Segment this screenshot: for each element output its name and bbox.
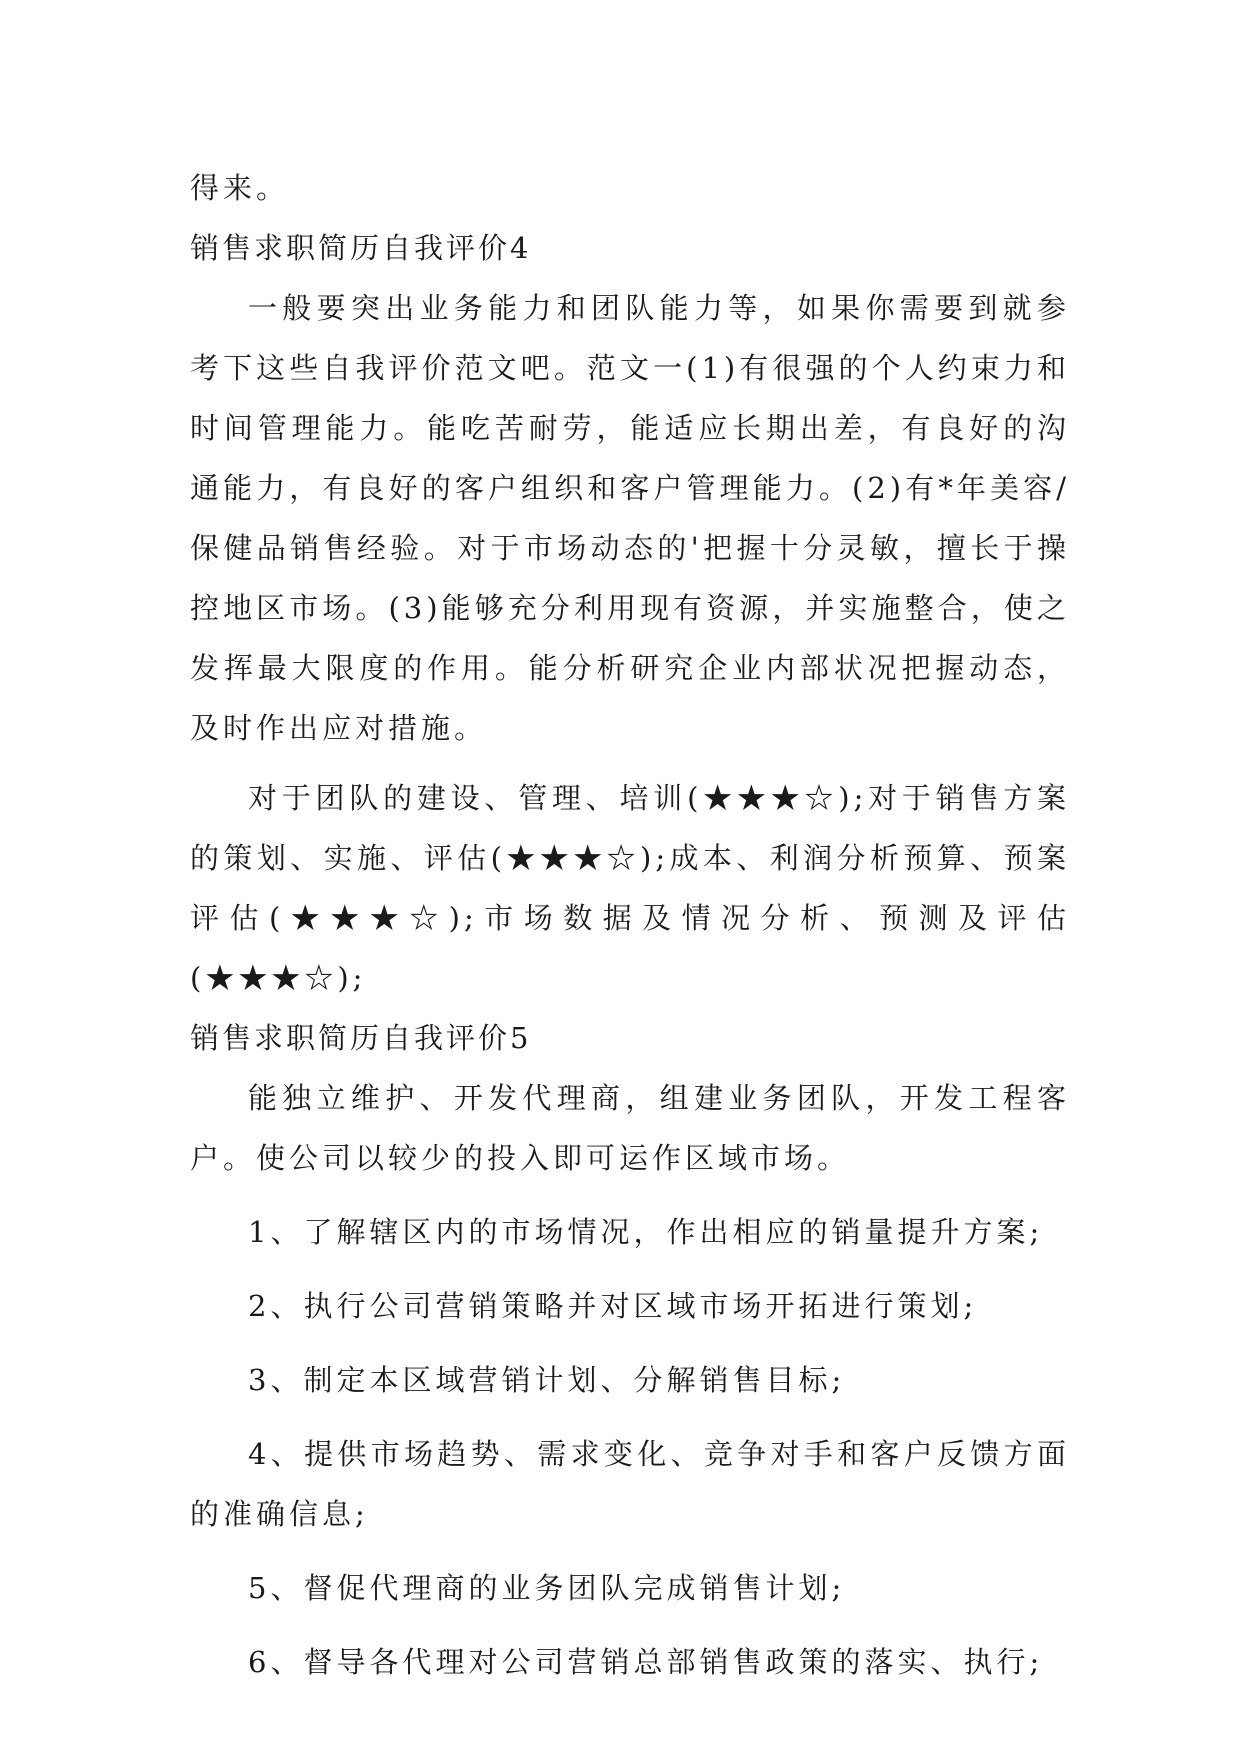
- document-body: [190, 158, 1070, 1692]
- list-item: 2、执行公司营销策略并对区域市场开拓进行策划;: [248, 1289, 978, 1323]
- list-item: 5、督促代理商的业务团队完成销售计划;: [248, 1571, 846, 1605]
- paragraph-self-evaluation-5: 能独立维护、开发代理商，组建业务团队，开发工程客户。使公司以较少的投入即可运作区域市场。: [190, 1081, 1070, 1175]
- section-heading-4: 销售求职简历自我评价4: [190, 231, 532, 265]
- paragraph-continuation: 得来。: [190, 171, 290, 205]
- section-heading-5: 销售求职简历自我评价5: [190, 1021, 532, 1055]
- list-item: 6、督导各代理对公司营销总部销售政策的落实、执行;: [248, 1645, 1044, 1679]
- paragraph-skill-ratings: 对于团队的建设、管理、培训(★★★☆);对于销售方案的策划、实施、评估(★★★☆);成本、利润分析预算、预案评估(★★★☆);市场数据及情况分析、预测及评估(★★★☆);: [190, 781, 1070, 995]
- list-item: 3、制定本区域营销计划、分解销售目标;: [248, 1363, 846, 1397]
- list-item: 1、了解辖区内的市场情况，作出相应的销量提升方案;: [248, 1215, 1044, 1249]
- list-item: 4、提供市场趋势、需求变化、竞争对手和客户反馈方面的准确信息;: [190, 1437, 1070, 1531]
- paragraph-self-evaluation-4: 一般要突出业务能力和团队能力等，如果你需要到就参考下这些自我评价范文吧。范文一(1)有很强的个人约束力和时间管理能力。能吃苦耐劳，能适应长期出差，有良好的沟通能力，有良好的客户组织和客户管理能力。(2)有*年美容/保健品销售经验。对于市场动态的'把握十分灵敏，擅长于操控地区市场。(3)能够充分利用现有资源，并实施整合，使之发挥最大限度的作用。能分析研究企业内部状况把握动态，及时作出应对措施。: [190, 291, 1070, 745]
